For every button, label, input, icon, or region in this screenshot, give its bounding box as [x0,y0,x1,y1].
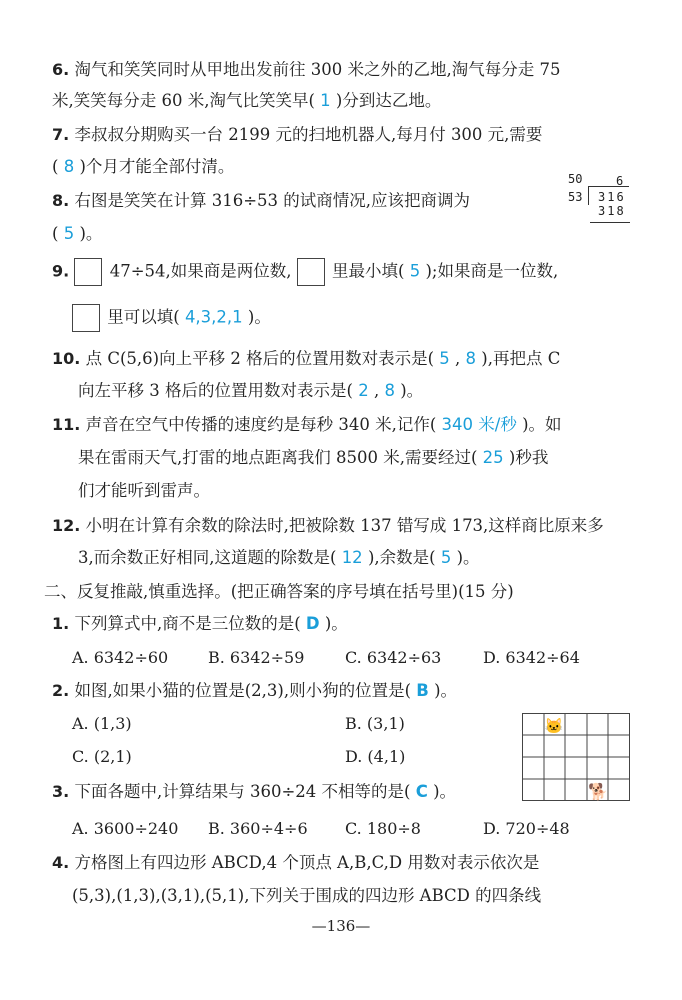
c4-text-b: (5,3),(1,3),(3,1),(5,1),下列关于围成的四边形 ABCD 的四条线 [72,886,542,905]
q9-text-c: );如果商是一位数, [425,261,559,281]
q7-line1 [52,123,642,147]
q11-text-c: 果在雷雨天气,打雷的地点距离我们 8500 米,需要经过( [78,448,478,467]
trial-quotient: 6 [616,174,624,188]
q7-text-a: ( [52,157,59,176]
c3-option-a: A. 3600÷240 [72,819,179,838]
q6-text-a: 米,笑笑每分走 60 米,淘气比笑笑早( [52,91,315,110]
c3-number: 3. [52,782,70,801]
product: 318 [598,204,626,218]
c3-answer: C [415,782,428,801]
q8-text: 右图是笑笑在计算 316÷53 的试商情况,应该把商调为 [74,191,471,210]
c1-option-a: A. 6342÷60 [72,648,169,667]
c4-number: 4. [52,853,70,872]
q11-text-e: 们才能听到雷声。 [78,481,210,500]
q11-answer1: 340 米/秒 [441,415,517,434]
crossed-quotient: 50 [568,172,583,186]
c4-text-a: 方格图上有四边形 ABCD,4 个顶点 A,B,C,D 用数对表示依次是 [74,853,540,872]
q9-text-b: 里最小填( [332,261,405,281]
q10-answer-y2: 8 [384,381,395,400]
q10-text-a: 点 C(5,6)向上平移 2 格后的位置用数对表示是( [85,349,435,368]
q8-line2 [52,222,642,246]
q6-line2 [52,89,642,113]
q7-line2 [52,155,642,179]
q9-answer2: 4,3,2,1 [184,307,243,327]
q11-line1 [52,413,642,437]
c2-option-a: A. (1,3) [72,714,132,733]
q6-line1 [52,58,642,82]
q11-line2 [78,446,642,470]
c1-option-d: D. 6342÷64 [483,648,580,667]
c3-text-a: 下面各题中,计算结果与 360÷24 不相等的是( [74,782,411,801]
c2-text-a: 如图,如果小猫的位置是(2,3),则小狗的位置是( [74,681,412,700]
q8-text-b: )。 [79,224,103,243]
c2-option-d: D. (4,1) [345,747,406,766]
blank-box [74,258,102,286]
q10-answer-y1: 8 [465,349,477,368]
divisor: 53 [568,190,583,204]
c3-text-b: )。 [433,782,457,801]
q11-text-b: )。如 [522,415,562,434]
q10-comma: , [455,349,461,368]
q7-text-b: )个月才能全部付清。 [79,157,235,176]
q6-number: 6. [52,60,70,79]
q9-text-a: 47÷54,如果商是两位数, [109,261,292,281]
q8-division-figure [568,172,632,234]
q11-answer2: 25 [482,448,504,467]
q9-line1 [52,258,642,286]
q12-answer1: 12 [341,548,363,567]
q10-comma: , [373,381,380,400]
c1-option-b: B. 6342÷59 [208,648,305,667]
q6-text: 淘气和笑笑同时从甲地出发前往 300 米之外的乙地,淘气每分走 75 [74,60,561,79]
q10-text-b: ),再把点 C [481,349,561,368]
q10-text-d: )。 [400,381,424,400]
blank-box [297,258,325,286]
c2-option-b: B. (3,1) [345,714,405,733]
c2-text-b: )。 [434,681,458,700]
c1-stem [52,612,642,636]
blank-box [72,304,100,332]
c3-option-d: D. 720÷48 [483,819,570,838]
q8-text-a: ( [52,224,59,243]
q12-line1 [52,514,642,538]
q12-text-b: 3,而余数正好相同,这道题的除数是( [78,548,337,567]
q6-answer: 1 [320,91,331,110]
q9-number: 9. [52,261,70,281]
q11-text-d: )秒我 [508,448,549,467]
q10-answer-x2: 2 [358,381,369,400]
c1-text-a: 下列算式中,商不是三位数的是( [74,614,301,633]
q8-line1 [52,189,542,213]
c1-option-c: C. 6342÷63 [345,648,442,667]
q10-text-c: 向左平移 3 格后的位置用数对表示是( [78,381,353,400]
q7-text: 李叔叔分期购买一台 2199 元的扫地机器人,每月付 300 元,需要 [74,125,543,144]
q12-text-a: 小明在计算有余数的除法时,把被除数 137 错写成 173,这样商比原来多 [85,516,604,535]
q7-number: 7. [52,125,70,144]
c2-stem [52,679,642,703]
c4-line1 [52,851,642,875]
c1-number: 1. [52,614,70,633]
c1-text-b: )。 [324,614,348,633]
q12-line2 [78,546,642,570]
q9-text-e: )。 [247,307,271,327]
q12-text-c: ),余数是( [367,548,436,567]
q12-answer2: 5 [440,548,452,567]
q8-answer: 5 [63,224,75,243]
q11-text-a: 声音在空气中传播的速度约是每秒 340 米,记作( [85,415,437,434]
c3-option-c: C. 180÷8 [345,819,421,838]
c2-option-c: C. (2,1) [72,747,132,766]
page-number: —136— [311,917,371,935]
subtraction-line [590,222,630,223]
c4-line2 [72,884,642,908]
c1-answer: D [305,614,320,633]
q10-line1 [52,347,642,371]
q10-answer-x1: 5 [439,349,450,368]
q6-text-b: )分到达乙地。 [335,91,442,110]
q7-answer: 8 [63,157,75,176]
q9-answer1: 5 [409,261,421,281]
q8-number: 8. [52,191,70,210]
q9-line2 [72,304,642,332]
section-heading: 二、反复推敲,慎重选择。(把正确答案的序号填在括号里)(15 分) [44,582,514,601]
q10-number: 10. [52,349,81,368]
c2-answer: B [416,681,429,700]
q12-number: 12. [52,516,81,535]
q10-line2 [78,379,642,403]
c3-option-b: B. 360÷4÷6 [208,819,308,838]
q12-text-d: )。 [456,548,480,567]
cat-icon: 🐱 [544,717,564,735]
q11-line3 [78,479,642,503]
q9-text-d: 里可以填( [107,307,180,327]
c2-number: 2. [52,681,70,700]
q11-number: 11. [52,415,81,434]
c3-stem [52,780,642,804]
dog-icon: 🐕 [588,782,608,801]
dividend: 316 [598,190,626,204]
